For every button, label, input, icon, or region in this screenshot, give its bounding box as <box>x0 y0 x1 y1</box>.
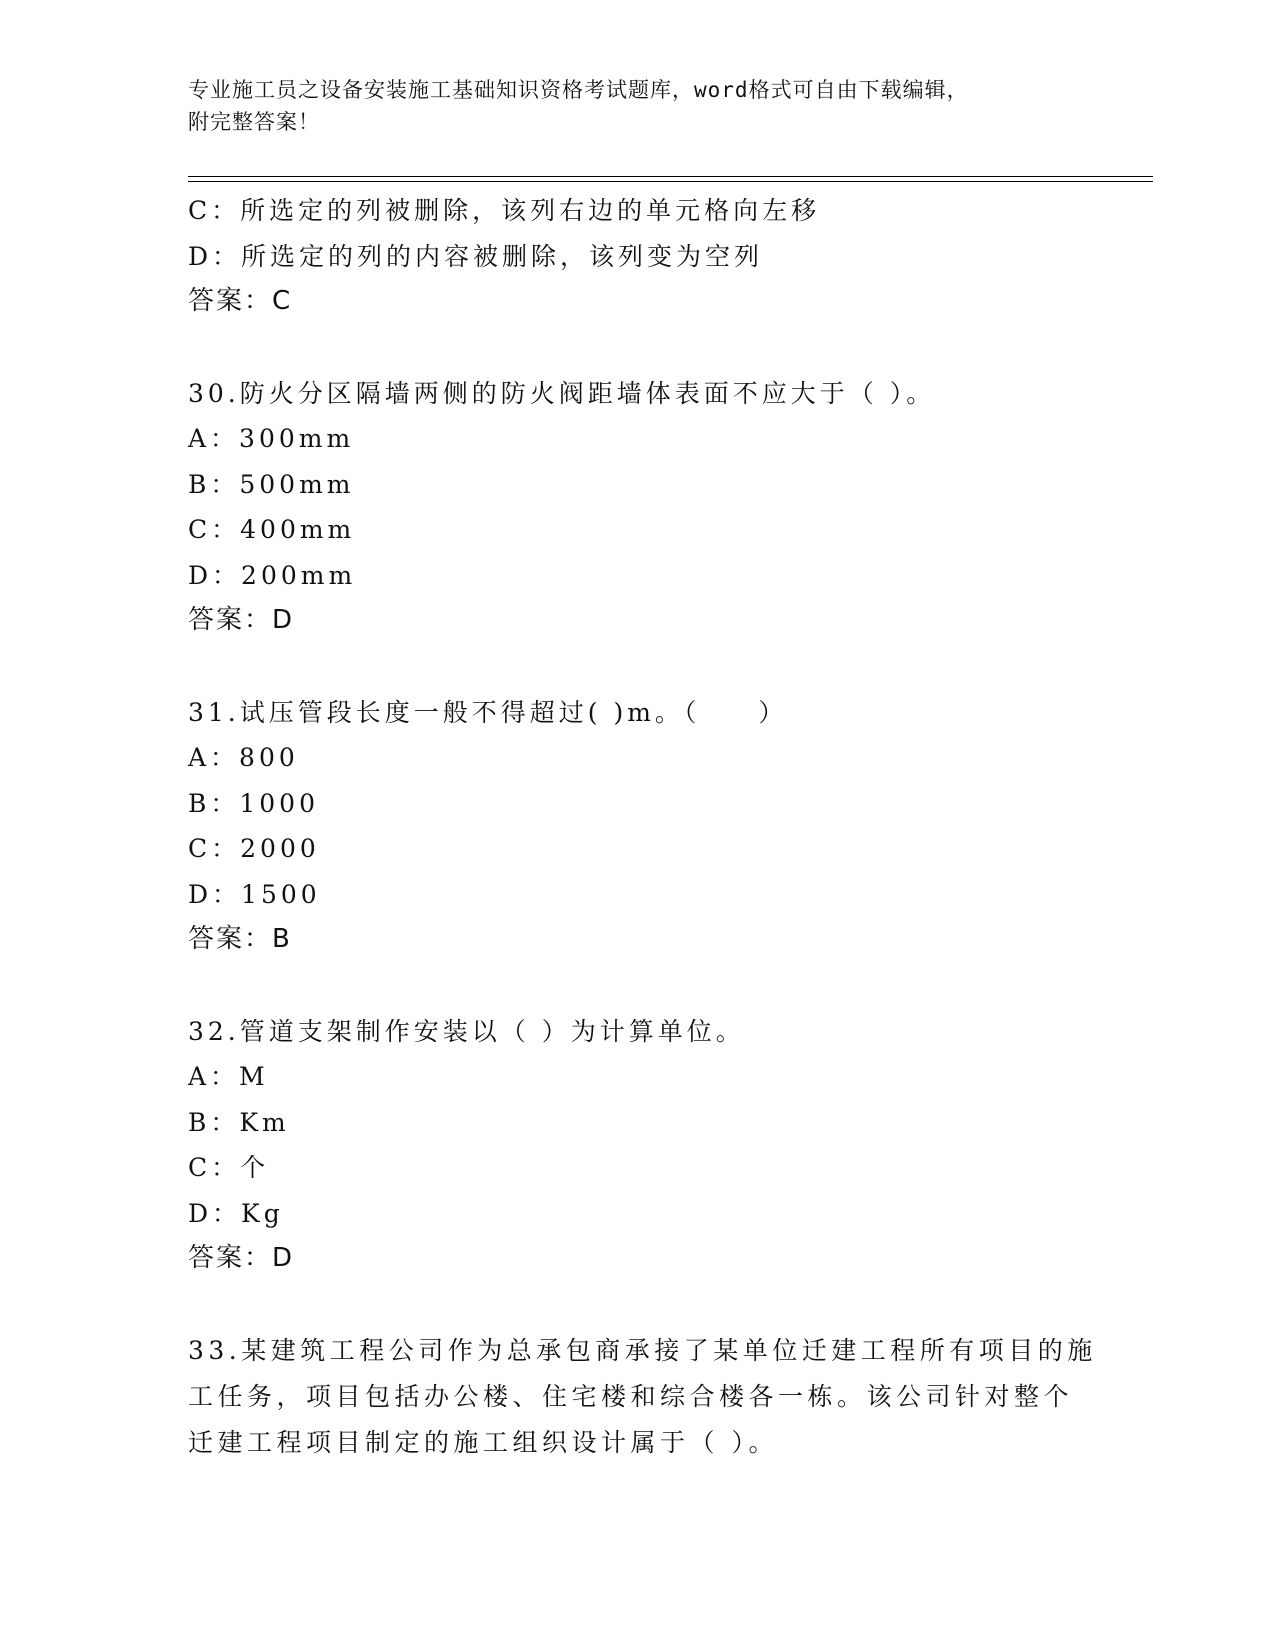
header-line-1: 专业施工员之设备安装施工基础知识资格考试题库，word格式可自由下载编辑， <box>188 78 969 102</box>
option-c: C：400mm <box>188 515 356 544</box>
option-b: B：Km <box>188 1107 290 1137</box>
question-list <box>188 188 1097 1466</box>
option-a: A：M <box>188 1062 269 1091</box>
question-stem-line-2: 工任务，项目包括办公楼、住宅楼和综合楼各一栋。该公司针对整个 <box>188 1381 1074 1411</box>
option-c: C：个 <box>188 1153 270 1182</box>
question-31 <box>188 690 1088 963</box>
question-stem: 32.管道支架制作安装以（ ）为计算单位。 <box>188 1016 745 1046</box>
option-d: D：Kg <box>188 1198 284 1228</box>
option-a: A：800 <box>188 743 299 772</box>
option-b: B：1000 <box>188 788 319 818</box>
option-a: A：300mm <box>188 424 355 453</box>
header-line-2: 附完整答案！ <box>188 110 320 134</box>
answer: 答案：D <box>188 605 295 635</box>
carryover-question <box>188 188 1088 325</box>
answer: 答案：D <box>188 1243 295 1273</box>
question-32 <box>188 1009 1088 1282</box>
answer: 答案：C <box>188 286 293 316</box>
question-33 <box>188 1328 1097 1466</box>
option-d: D：1500 <box>188 879 321 909</box>
spacer <box>188 325 1088 371</box>
spacer <box>188 1282 1088 1328</box>
header-divider-top <box>188 176 1153 177</box>
spacer <box>188 963 1088 1009</box>
option-d: D：200mm <box>188 560 357 590</box>
question-stem-line-3: 迁建工程项目制定的施工组织设计属于（ ）。 <box>188 1427 778 1457</box>
question-stem-line-1: 33.某建筑工程公司作为总承包商承接了某单位迁建工程所有项目的施 <box>188 1335 1097 1365</box>
document-header <box>188 74 1088 138</box>
answer: 答案：B <box>188 924 292 954</box>
option-c: C：2000 <box>188 834 320 863</box>
question-30 <box>188 371 1088 644</box>
option-d: D：所选定的列的内容被删除，该列变为空列 <box>188 241 764 271</box>
header-divider-bottom <box>188 181 1153 182</box>
option-c: C：所选定的列被删除，该列右边的单元格向左移 <box>188 196 821 225</box>
question-stem: 30.防火分区隔墙两侧的防火阀距墙体表面不应大于（ ）。 <box>188 378 936 408</box>
spacer <box>188 644 1088 690</box>
option-b: B：500mm <box>188 469 355 499</box>
question-stem: 31.试压管段长度一般不得超过( )m。（ ） <box>188 697 788 727</box>
